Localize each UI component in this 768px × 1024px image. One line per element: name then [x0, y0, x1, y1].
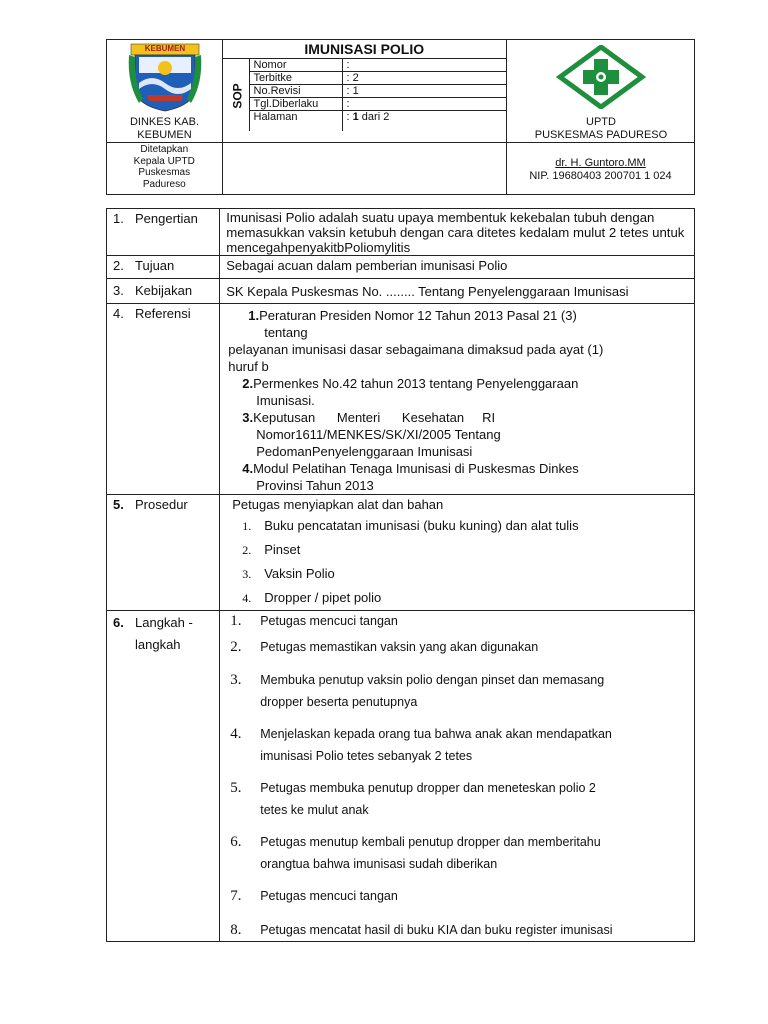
row-label-prosedur: 5. Prosedur [107, 495, 220, 611]
pengertian-text: Imunisasi Polio adalah suatu upaya membentuk kekebalan tubuh dengan memasukkan vaksin ketubuh dengan cara ditetes kedalam mulut 2 tetes untuk mencegahpenyakitbPoliomylitis [226, 210, 685, 255]
sop-content-table [106, 208, 695, 942]
ref-item-4: 4.Modul Pelatihan Tenaga Imunisasi di Puskesmas Dinkes Provinsi Tahun 2013 [242, 461, 579, 493]
row-label-langkah: 6. Langkah - langkah [107, 611, 220, 942]
org-left-line2: KEBUMEN [137, 129, 192, 141]
org-left-line1: DINKES KAB. [129, 116, 200, 128]
row-content-prosedur [220, 495, 695, 611]
meta-val-3: : [342, 98, 506, 111]
meta-val-4: : 1 dari 2 [342, 111, 506, 132]
meta-key-0: Nomor [249, 59, 342, 72]
ditetapkan-line-3: Puskesmas [138, 167, 191, 178]
meta-key-4: Halaman [249, 111, 342, 132]
ditetapkan-line-4: Padureso [142, 178, 186, 190]
left-logo-cell [107, 40, 223, 143]
tujuan-text: Sebagai acuan dalam pemberian imunisasi Polio [226, 258, 508, 273]
signer-nip: NIP. 19680403 200701 1 024 [529, 170, 672, 182]
sop-header-table [106, 39, 695, 195]
ditetapkan-line-1: Ditetapkan [140, 144, 189, 155]
sop-label: SOP [230, 83, 245, 109]
ref-item-2: 2.Permenkes No.42 tahun 2013 tentang Penyelenggaraan Imunisasi. [242, 376, 579, 408]
title-cell [222, 40, 506, 143]
langkah-item-1: 1. Petugas mencuci tangan [230, 613, 398, 629]
blank-cell [222, 143, 506, 195]
ditetapkan-line-2: Kepala UPTD [133, 155, 195, 167]
prosedur-item-4: 4. Dropper / pipet polio [242, 590, 382, 605]
org-right-line1: UPTD [586, 116, 616, 128]
kebijakan-text: SK Kepala Puskesmas No. ........ Tentang Penyelenggaraan Imunisasi [226, 284, 629, 299]
row-content-referensi [220, 304, 695, 495]
meta-key-2: No.Revisi [249, 85, 342, 98]
row-label-kebijakan: 3. Kebijakan [107, 279, 220, 304]
meta-key-3: Tgl.Diberlaku [249, 98, 342, 111]
row-content-langkah [220, 611, 695, 942]
sop-label-cell [223, 59, 250, 131]
meta-val-1: : 2 [342, 72, 506, 85]
prosedur-item-1: 1. Buku pencatatan imunisasi (buku kuning) dan alat tulis [242, 518, 579, 533]
meta-table [223, 59, 506, 131]
signer-cell [506, 143, 694, 195]
meta-val-0: : [342, 59, 506, 72]
ditetapkan-cell [107, 143, 223, 195]
langkah-item-5: 5. Petugas membuka penutup dropper dan meneteskan polio 2 tetes ke mulut anak [230, 780, 596, 817]
signer-name: dr. H. Guntoro.MM [555, 157, 646, 169]
meta-key-1: Terbitke [249, 72, 342, 85]
ref-item-3: 3.Keputusan Menteri Kesehatan RI Nomor1611/MENKES/SK/XI/2005 Tentang PedomanPenyelenggaraan Imunisasi [242, 410, 501, 459]
langkah-item-3: 3. Membuka penutup vaksin polio dengan pinset dan memasang dropper beserta penutupnya [230, 672, 605, 709]
langkah-item-8: 8. Petugas mencatat hasil di buku KIA dan buku register imunisasi [230, 922, 613, 938]
prosedur-intro: Petugas menyiapkan alat dan bahan [232, 497, 444, 512]
prosedur-item-2: 2. Pinset [242, 542, 301, 557]
row-content-tujuan [220, 256, 695, 279]
prosedur-item-3: 3. Vaksin Polio [242, 566, 335, 581]
row-label-pengertian: 1. Pengertian [107, 209, 220, 256]
right-logo-cell [506, 40, 694, 143]
langkah-item-7: 7. Petugas mencuci tangan [230, 888, 398, 904]
langkah-item-6: 6. Petugas menutup kembali penutup dropper dan memberitahu orangtua bahwa imunisasi sudah diberikan [230, 834, 601, 871]
row-label-referensi: 4. Referensi [107, 304, 220, 495]
row-content-pengertian [220, 209, 695, 256]
row-content-kebijakan [220, 279, 695, 304]
emblem-label: KEBUMEN [144, 44, 186, 53]
langkah-item-4: 4. Menjelaskan kepada orang tua bahwa anak akan mendapatkan imunisasi Polio tetes sebanyak 2 tetes [230, 726, 612, 763]
row-label-tujuan: 2. Tujuan [107, 256, 220, 279]
doc-title: IMUNISASI POLIO [223, 40, 506, 59]
meta-val-2: : 1 [342, 85, 506, 98]
puskesmas-logo-icon [556, 45, 646, 109]
org-right-line2: PUSKESMAS PADURESO [534, 129, 668, 141]
langkah-item-2: 2. Petugas memastikan vaksin yang akan digunakan [230, 639, 539, 655]
ref-item-1: 1.Peraturan Presiden Nomor 12 Tahun 2013 Pasal 21 (3) tentang pelayanan imunisasi dasar sebagaimana dimaksud pada ayat (1) huruf b [228, 308, 604, 374]
